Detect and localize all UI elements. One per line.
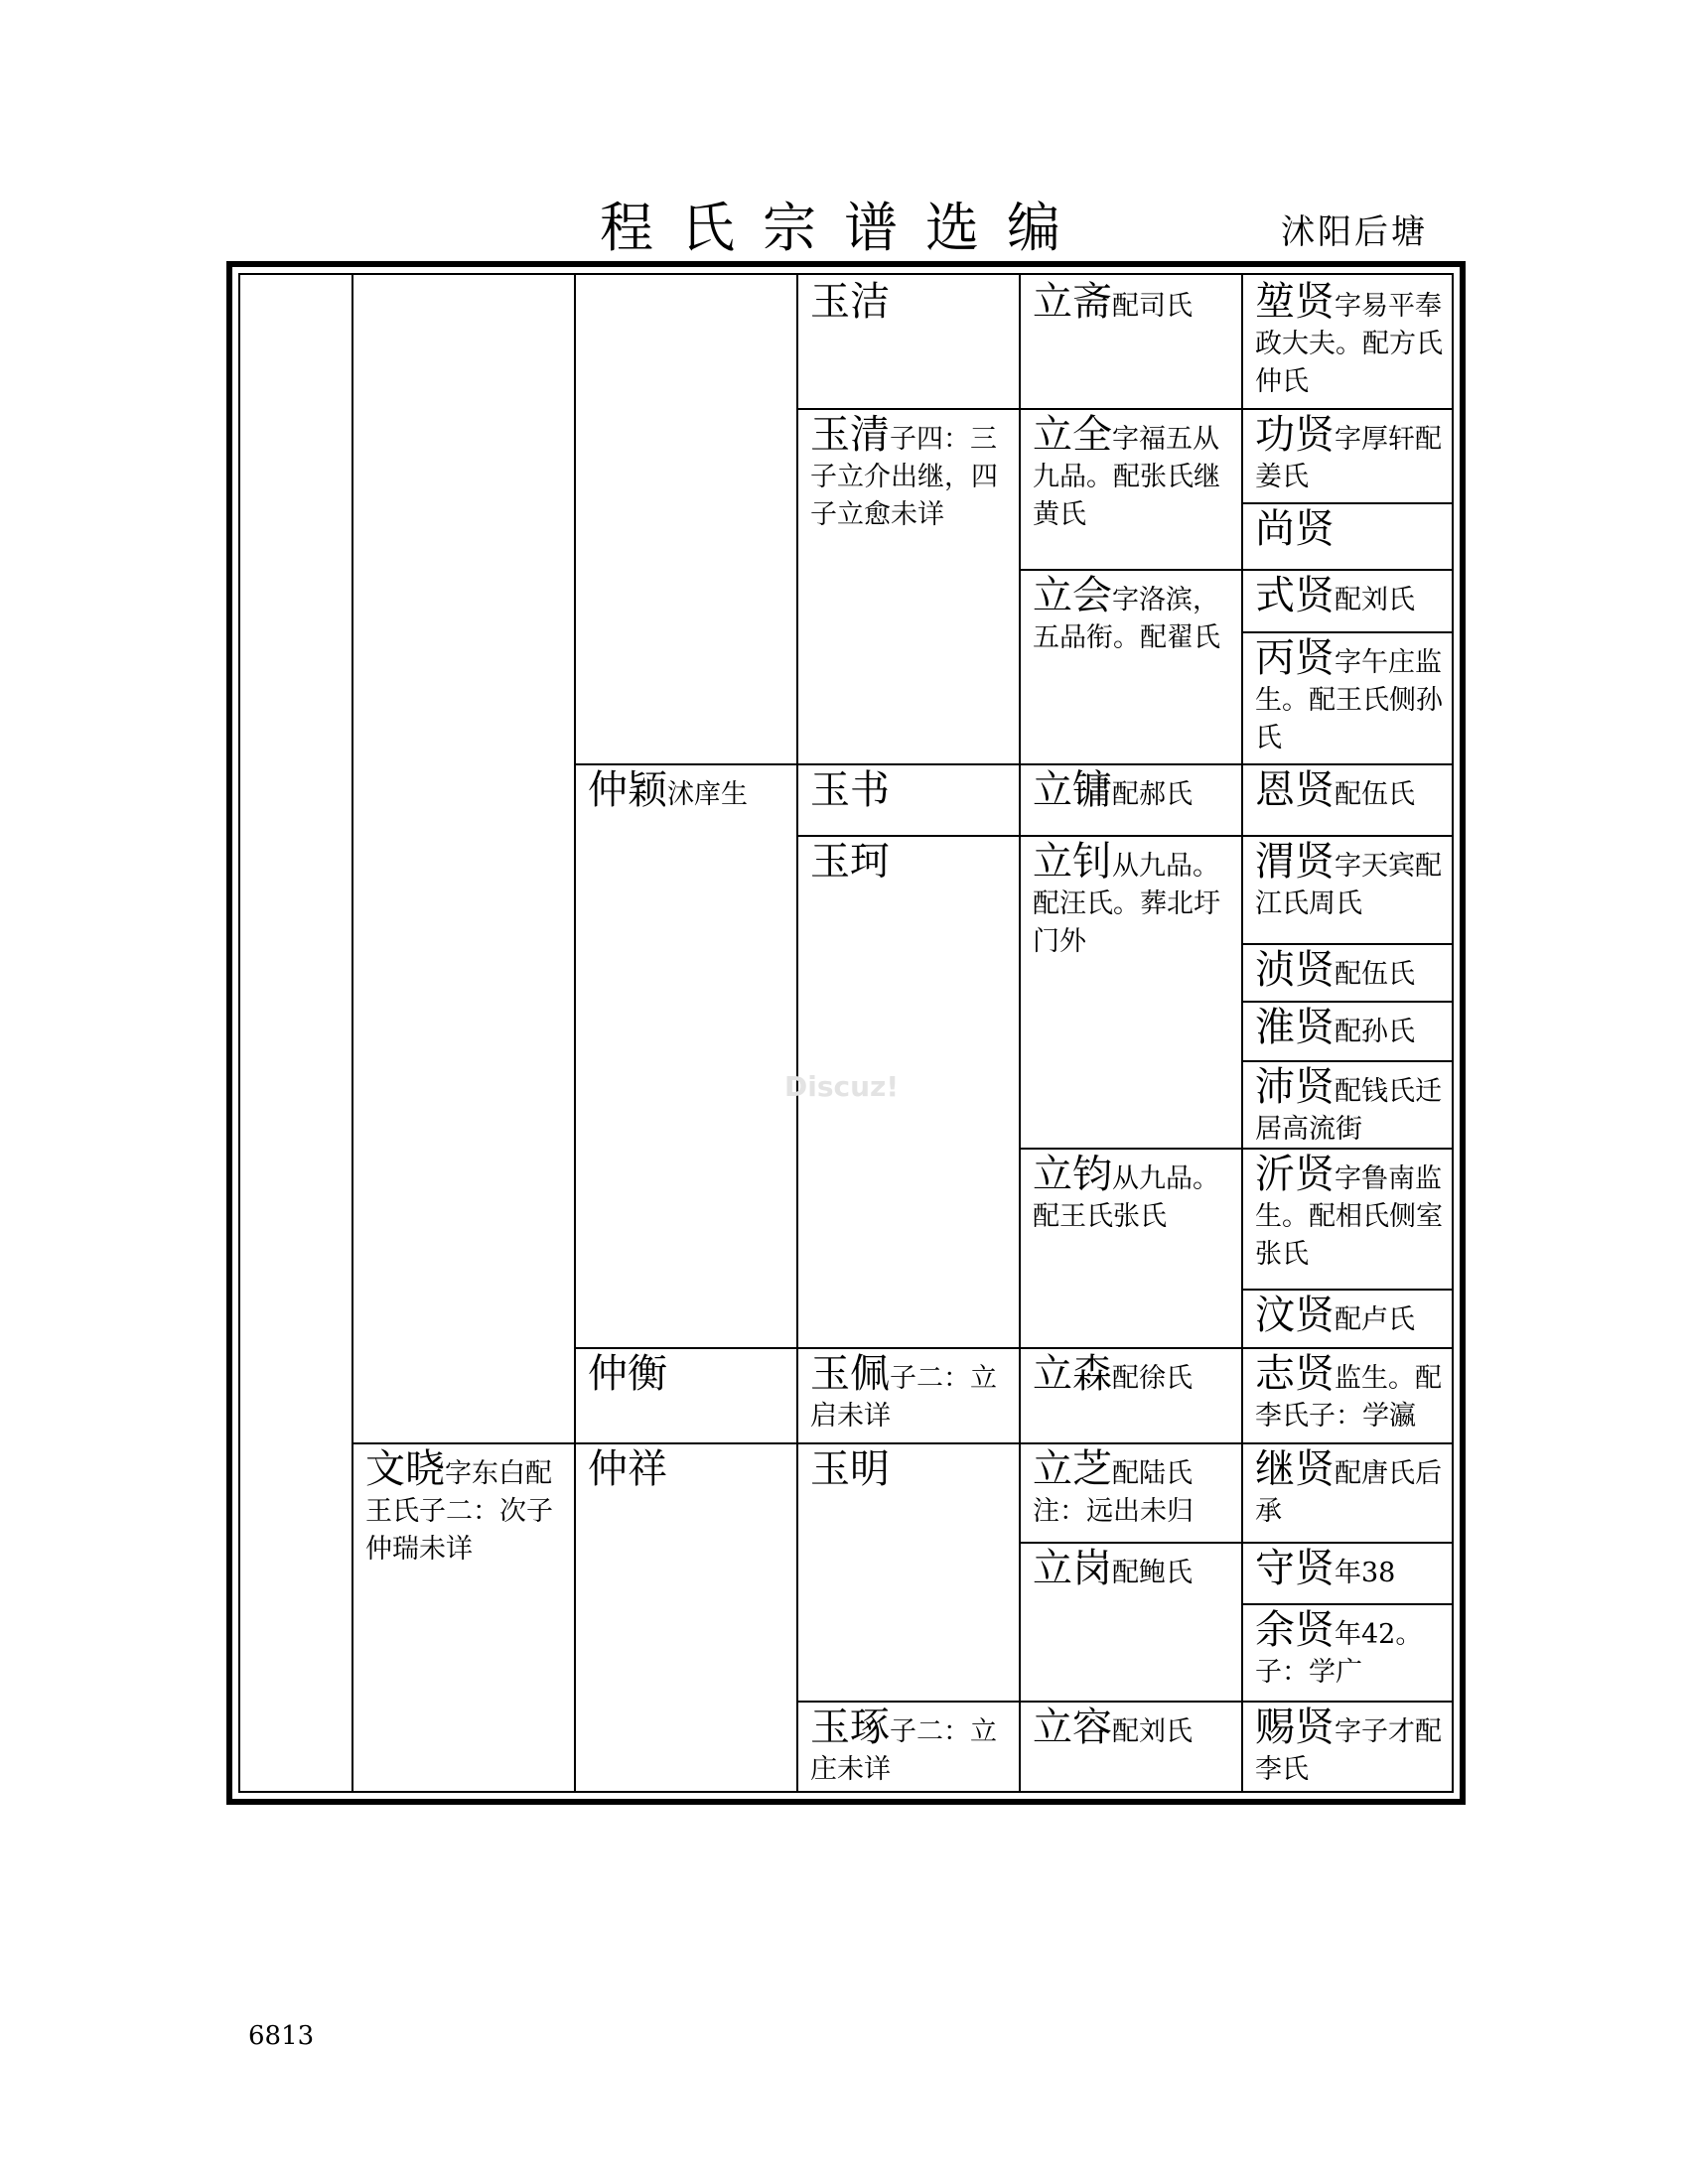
- person-cell: [796, 408, 1019, 763]
- person-cell: [1241, 943, 1462, 1001]
- person-cell: [1241, 1701, 1462, 1800]
- person-cell: [1019, 569, 1241, 763]
- person-name: 玉书: [810, 767, 890, 813]
- person-cell: [574, 1347, 796, 1442]
- person-name: 玉明: [810, 1446, 890, 1492]
- person-name: 立镛: [1033, 767, 1112, 813]
- person-note: 字洛滨，五品衔。配翟氏: [1033, 585, 1220, 653]
- person-cell: [1019, 408, 1241, 569]
- person-note: 字子才配李氏: [1255, 1716, 1442, 1785]
- person-note: 年42。子：学广: [1255, 1619, 1423, 1688]
- person-cell: [1241, 275, 1462, 408]
- person-note: 配伍氏: [1335, 779, 1415, 810]
- person-cell: [1241, 631, 1462, 763]
- person-note: 字厚轩配姜氏: [1255, 424, 1442, 492]
- person-note: 从九品。配王氏张氏: [1033, 1163, 1219, 1232]
- person-cell: [1019, 1347, 1241, 1442]
- person-name: 立芝: [1033, 1446, 1112, 1492]
- person-note: 沭庠生: [667, 779, 748, 810]
- person-cell: [1241, 1542, 1462, 1603]
- person-name: 志贤: [1255, 1351, 1335, 1397]
- person-cell: [796, 1442, 1019, 1701]
- person-name: 立森: [1033, 1351, 1112, 1397]
- person-cell: [1241, 763, 1462, 835]
- person-cell: [574, 1442, 796, 1800]
- person-name: 立斋: [1033, 279, 1112, 325]
- person-name: 玉洁: [810, 279, 890, 325]
- person-cell: [1241, 502, 1462, 569]
- person-cell: [796, 1701, 1019, 1800]
- person-note: 字天宾配江氏周氏: [1255, 851, 1442, 919]
- person-name: 玉珂: [810, 839, 890, 885]
- person-cell: [1019, 1542, 1241, 1701]
- person-note: 从九品。配汪氏。葬北圩门外: [1033, 851, 1220, 957]
- person-cell: [1019, 275, 1241, 408]
- watermark: Discuz!: [784, 1070, 900, 1103]
- person-name: 堃贤: [1255, 279, 1335, 325]
- person-name: 汶贤: [1255, 1293, 1335, 1338]
- person-cell: [1241, 1148, 1462, 1289]
- person-name: 继贤: [1255, 1446, 1335, 1492]
- person-note: 子二：立启未详: [810, 1363, 997, 1432]
- person-name: 立钊: [1033, 839, 1112, 885]
- person-name: 功贤: [1255, 412, 1335, 458]
- person-note: 字午庄监生。配王氏侧孙氏: [1255, 647, 1443, 753]
- person-note: 配司氏: [1112, 291, 1193, 322]
- person-note: 字福五从九品。配张氏继黄氏: [1033, 424, 1220, 530]
- person-cell: [1241, 1001, 1462, 1060]
- person-name: 玉清: [810, 412, 890, 458]
- person-name: 沂贤: [1255, 1152, 1335, 1197]
- person-cell: [1241, 408, 1462, 502]
- person-name: 守贤: [1255, 1546, 1335, 1591]
- genealogy-table-frame: [226, 261, 1466, 1805]
- person-note: 子四：三子立介出继，四子立愈未详: [810, 424, 998, 530]
- person-name: 沛贤: [1255, 1064, 1335, 1110]
- person-note: 配伍氏: [1335, 959, 1415, 990]
- page-title: 程氏宗谱选编: [600, 197, 1088, 259]
- person-name: 恩贤: [1255, 767, 1335, 813]
- person-cell: [574, 763, 796, 1347]
- person-note: 子二：立庄未详: [810, 1716, 997, 1785]
- person-name: 仲祥: [588, 1446, 667, 1492]
- person-note: 配徐氏: [1112, 1363, 1193, 1394]
- person-note: 配鲍氏: [1112, 1558, 1193, 1588]
- person-name: 渭贤: [1255, 839, 1335, 885]
- person-cell: [796, 275, 1019, 408]
- person-name: 立岗: [1033, 1546, 1112, 1591]
- person-name: 立会: [1033, 573, 1112, 618]
- person-note: 配郝氏: [1112, 779, 1193, 810]
- person-name: 立钧: [1033, 1152, 1112, 1197]
- person-note: 配刘氏: [1335, 585, 1415, 615]
- person-name: 淮贤: [1255, 1005, 1335, 1050]
- person-note: 监生。配李氏子：学瀛: [1255, 1363, 1442, 1432]
- person-name: 仲衡: [588, 1351, 667, 1397]
- genealogy-table: [238, 273, 1454, 1793]
- person-cell: [796, 1347, 1019, 1442]
- person-cell: [1241, 1442, 1462, 1542]
- person-cell: [1241, 835, 1462, 943]
- person-cell: [352, 1442, 574, 1800]
- person-cell: [1019, 1442, 1241, 1542]
- person-note: 配钱氏迁居高流街: [1255, 1076, 1442, 1145]
- person-cell: [1241, 1603, 1462, 1701]
- page-subtitle: 沭阳后塘: [1281, 212, 1428, 252]
- person-note: 配唐氏后承: [1255, 1458, 1442, 1527]
- person-cell: [1241, 1289, 1462, 1347]
- person-name: 丙贤: [1255, 635, 1335, 681]
- person-name: 浈贤: [1255, 947, 1335, 993]
- person-cell: [1019, 835, 1241, 1148]
- person-cell: [1019, 763, 1241, 835]
- person-cell: [796, 763, 1019, 835]
- person-name: 立容: [1033, 1705, 1112, 1750]
- person-name: 仲颖: [588, 767, 667, 813]
- person-name: 立全: [1033, 412, 1112, 458]
- person-cell: [1241, 569, 1462, 631]
- person-note: 字东白配王氏子二：次子仲瑞未详: [365, 1458, 553, 1565]
- person-note: 字鲁南监生。配相氏侧室张氏: [1255, 1163, 1443, 1270]
- person-note: 配孙氏: [1335, 1017, 1415, 1047]
- person-note: 配陆氏注：远出未归: [1033, 1458, 1194, 1527]
- person-note: 字易平奉政大夫。配方氏仲氏: [1255, 291, 1443, 397]
- person-name: 文晓: [365, 1446, 445, 1492]
- person-cell: [1241, 1060, 1462, 1148]
- person-note: 配卢氏: [1335, 1304, 1415, 1335]
- person-name: 玉琢: [810, 1705, 890, 1750]
- person-name: 余贤: [1255, 1607, 1335, 1653]
- person-note: 配刘氏: [1112, 1716, 1193, 1747]
- person-name: 尚贤: [1255, 506, 1335, 552]
- person-cell: [1019, 1148, 1241, 1347]
- person-name: 赐贤: [1255, 1705, 1335, 1750]
- page-number: 6813: [248, 2021, 315, 2051]
- person-note: 年38: [1335, 1558, 1396, 1588]
- person-name: 玉佩: [810, 1351, 890, 1397]
- person-name: 式贤: [1255, 573, 1335, 618]
- person-cell: [1019, 1701, 1241, 1800]
- person-cell: [1241, 1347, 1462, 1442]
